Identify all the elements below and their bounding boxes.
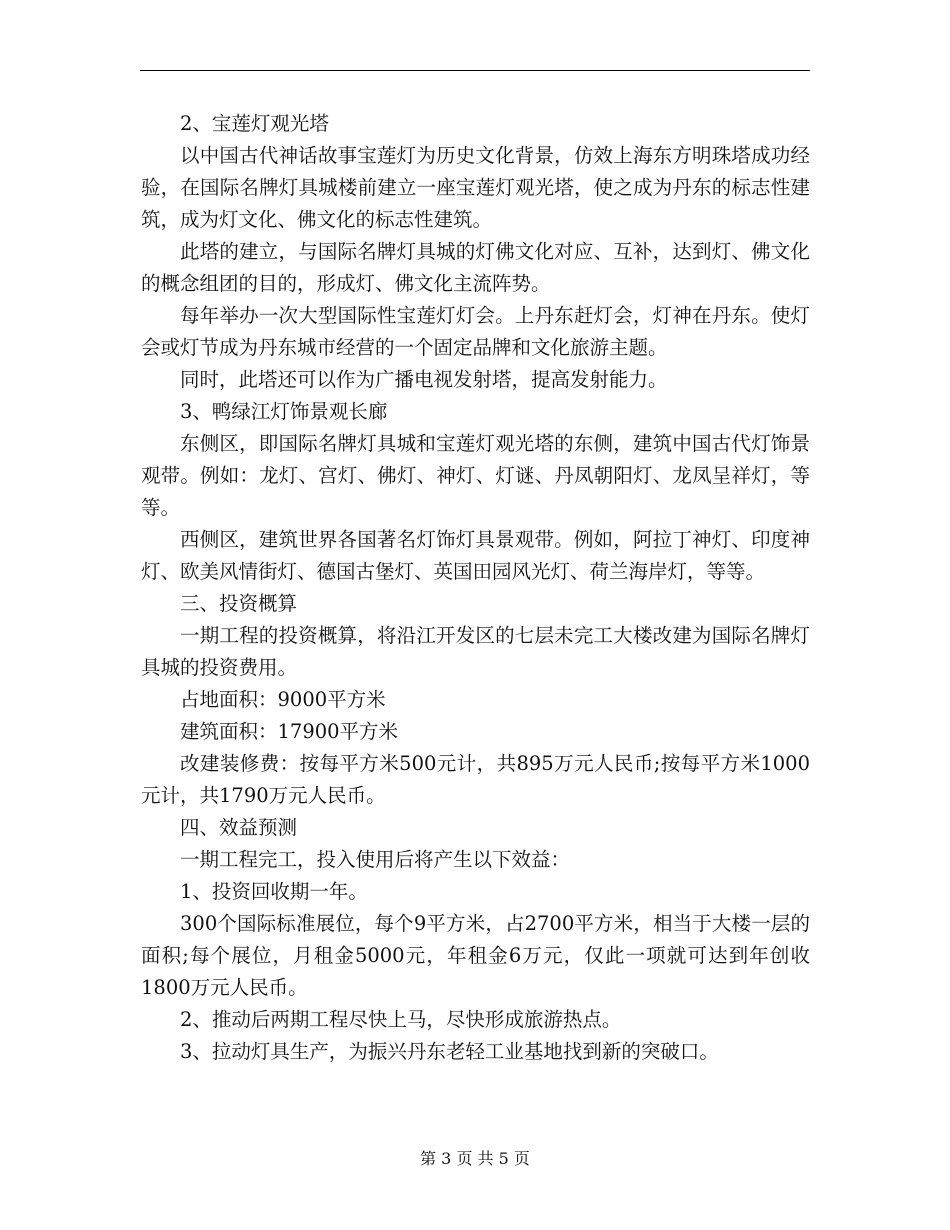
paragraph: 改建装修费：按每平方米500元计，共895万元人民币;按每平方米1000元计，共1790万元人民币。 [141, 752, 810, 807]
paragraph: 建筑面积：17900平方米 [180, 720, 399, 743]
paragraph: 以中国古代神话故事宝莲灯为历史文化背景，仿效上海东方明珠塔成功经验，在国际名牌灯具城楼前建立一座宝莲灯观光塔，使之成为丹东的标志性建筑，成为灯文化、佛文化的标志性建筑。 [141, 144, 810, 231]
paragraph: 2、推动后两期工程尽快上马，尽快形成旅游热点。 [180, 1008, 622, 1031]
paragraph: 一期工程完工，投入使用后将产生以下效益： [180, 848, 571, 871]
paragraph: 300个国际标准展位，每个9平方米，占2700平方米，相当于大楼一层的面积;每个展位，月租金5000元，年租金6万元，仅此一项就可达到年创收1800万元人民币。 [141, 912, 810, 999]
paragraph: 每年举办一次大型国际性宝莲灯灯会。上丹东赶灯会，灯神在丹东。使灯会或灯节成为丹东城市经营的一个固定品牌和文化旅游主题。 [141, 304, 810, 359]
page-number-footer: 第 3 页 共 5 页 [420, 1149, 530, 1168]
header-rule [140, 70, 810, 71]
paragraph: 1、投资回收期一年。 [180, 880, 368, 903]
document-body [141, 108, 810, 1068]
paragraph: 同时，此塔还可以作为广播电视发射塔，提高发射能力。 [180, 368, 668, 391]
paragraph: 此塔的建立，与国际名牌灯具城的灯佛文化对应、互补，达到灯、佛文化的概念组团的目的，形成灯、佛文化主流阵势。 [141, 240, 810, 295]
section-heading-lamp-corridor: 3、鸭绿江灯饰景观长廊 [180, 400, 388, 423]
paragraph: 西侧区，建筑世界各国著名灯饰灯具景观带。例如，阿拉丁神灯、印度神灯、欧美风情街灯、德国古堡灯、英国田园风光灯、荷兰海岸灯，等等。 [141, 528, 810, 583]
paragraph: 东侧区，即国际名牌灯具城和宝莲灯观光塔的东侧，建筑中国古代灯饰景观带。例如：龙灯、宫灯、佛灯、神灯、灯谜、丹凤朝阳灯、龙凤呈祥灯，等等。 [141, 432, 810, 519]
section-heading-investment: 三、投资概算 [180, 592, 298, 615]
paragraph: 一期工程的投资概算，将沿江开发区的七层未完工大楼改建为国际名牌灯具城的投资费用。 [141, 624, 810, 679]
paragraph: 占地面积：9000平方米 [180, 688, 386, 711]
section-heading-benefits: 四、效益预测 [180, 816, 298, 839]
paragraph: 3、拉动灯具生产，为振兴丹东老轻工业基地找到新的突破口。 [180, 1040, 719, 1063]
section-heading-lotus-tower: 2、宝莲灯观光塔 [180, 112, 329, 135]
